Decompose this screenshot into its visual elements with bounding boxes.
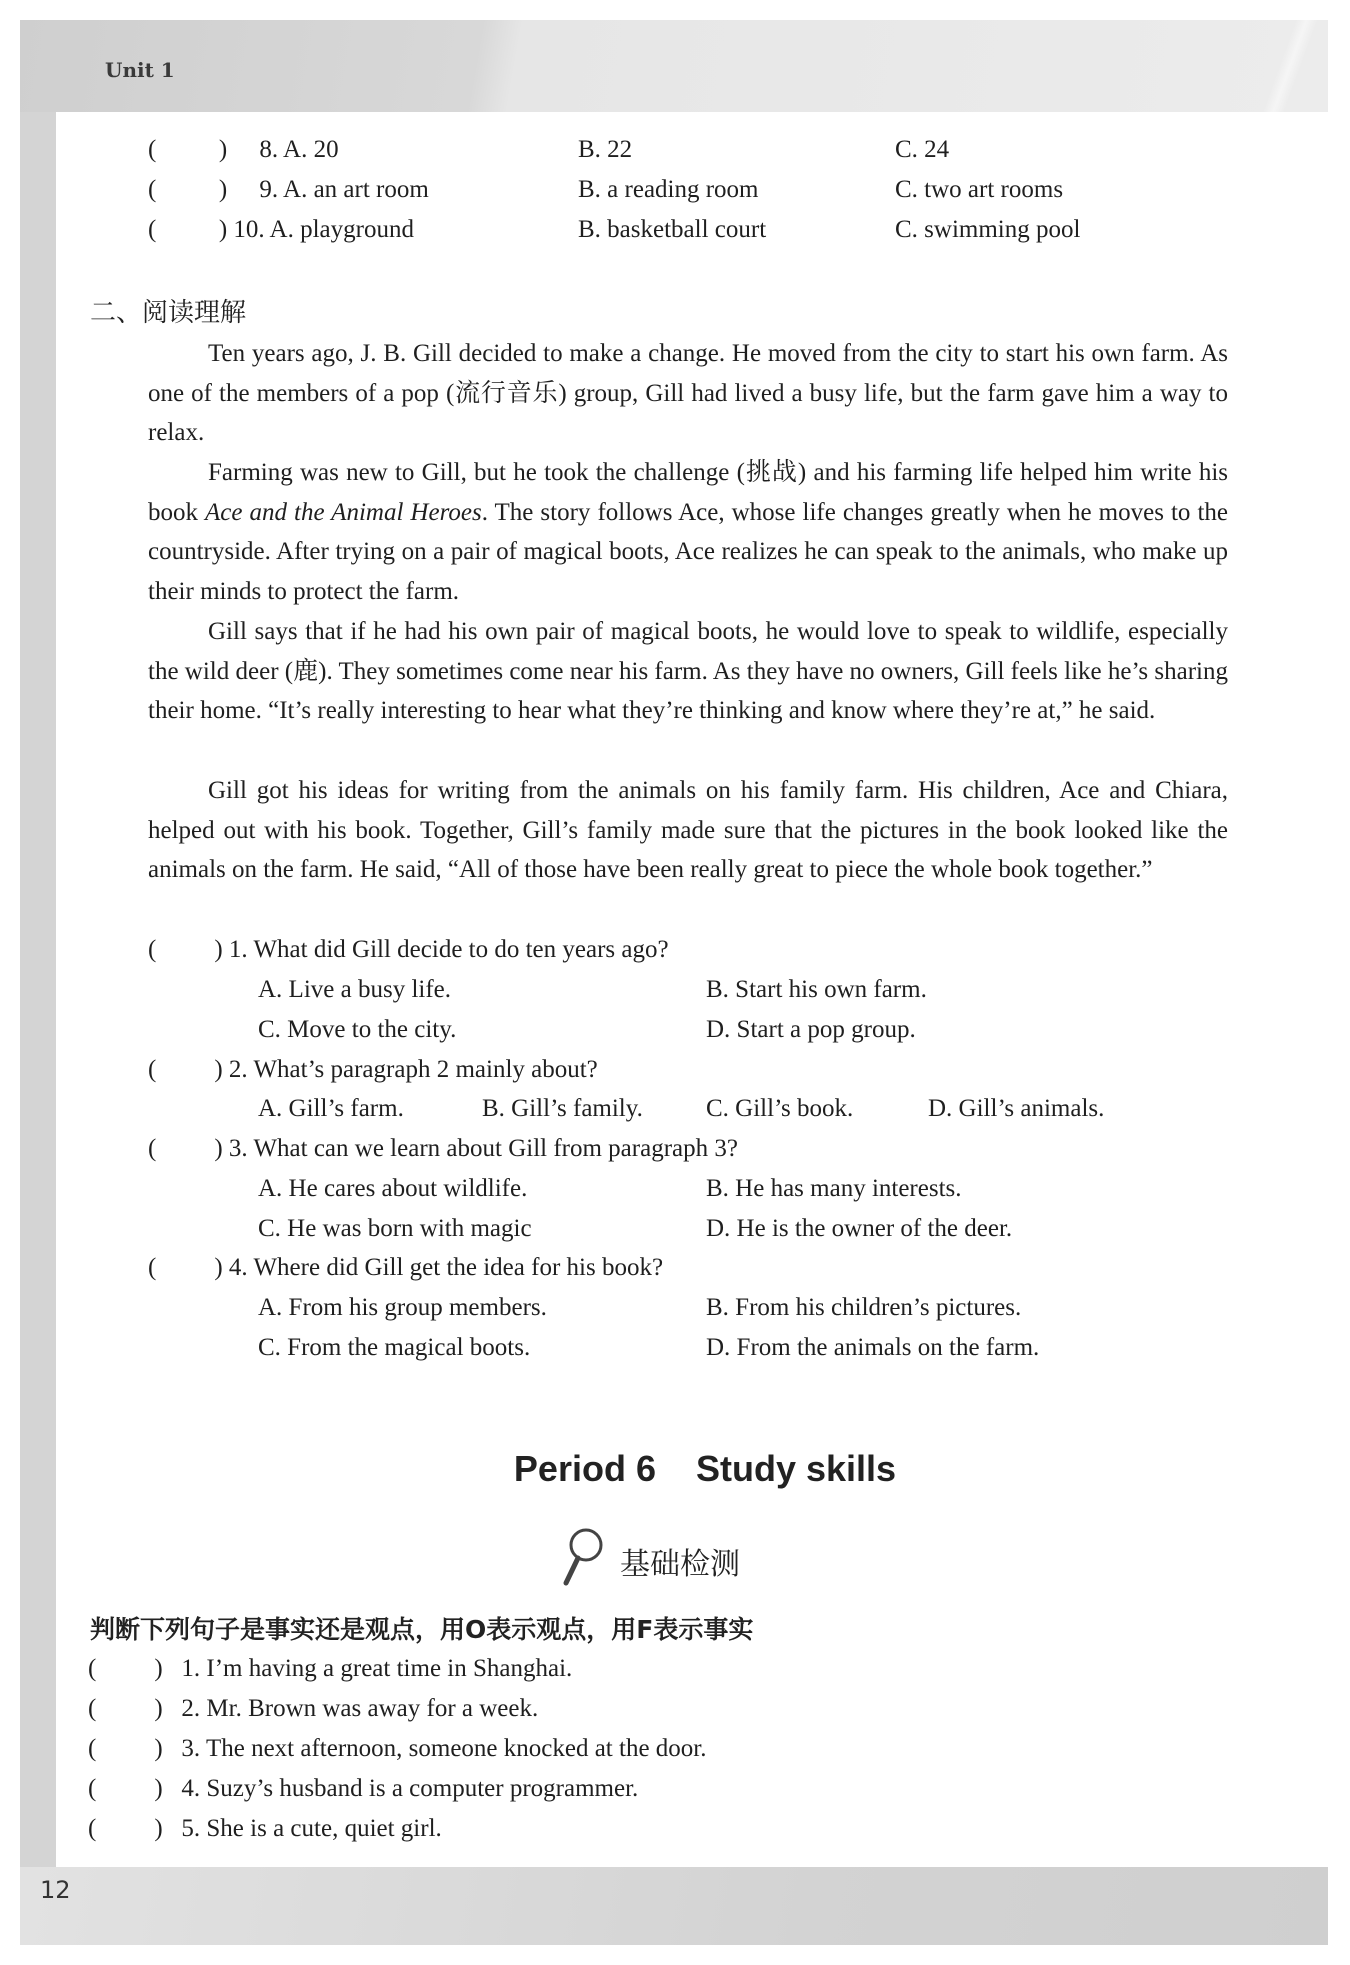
reading-paragraph-1: Ten years ago, J. B. Gill decided to make a change. He moved from the city to start his own farm. As one of the members of a pop (流行音乐) group, Gill had lived a busy life, but the farm gave him a way to relax. — [148, 340, 1228, 447]
page-number: 12 — [40, 1876, 71, 1904]
option: D. Start a pop group. — [706, 1016, 916, 1043]
answer-paren-open: ( — [148, 176, 157, 203]
option-a: A. playground — [269, 216, 414, 243]
answer-paren-open: ( — [148, 136, 157, 163]
listening-item-10 — [148, 217, 414, 242]
basic-check-label: 基础检测 — [620, 1547, 740, 1582]
header-band — [20, 20, 1328, 112]
left-margin-strip — [20, 112, 56, 1867]
fact-opinion-item-3: ( ) 3. The next afternoon, someone knocked at the door. — [88, 1735, 707, 1762]
fact-opinion-item-4: ( ) 4. Suzy’s husband is a computer programmer. — [88, 1775, 639, 1802]
footer-band — [20, 1867, 1328, 1945]
option: C. He was born with magic — [258, 1215, 532, 1242]
question-text: ) 1. What did Gill decide to do ten years ago? — [214, 936, 669, 963]
option: B. From his children’s pictures. — [706, 1294, 1022, 1321]
option: D. Gill’s animals. — [928, 1095, 1105, 1122]
question-text: ) 3. What can we learn about Gill from paragraph 3? — [214, 1135, 738, 1162]
option-b: B. basketball court — [578, 216, 767, 243]
option: A. From his group members. — [258, 1294, 547, 1321]
reading-paragraph-3: Gill says that if he had his own pair of magical boots, he would love to speak to wildlife, especially the wild deer (鹿). They sometimes come near his farm. As they have no owners, Gill feels like he’s sharing their home. “It’s really interesting to hear what they’re thinking and know where they’re at,” he said. — [148, 618, 1228, 725]
option-c: C. 24 — [895, 136, 950, 163]
question-text: ) 2. What’s paragraph 2 mainly about? — [214, 1056, 598, 1083]
option: B. He has many interests. — [706, 1175, 962, 1202]
option: D. He is the owner of the deer. — [706, 1215, 1013, 1242]
item-number: 10. — [233, 216, 265, 243]
listening-item-9 — [148, 177, 429, 202]
book-title: Ace and the Animal Heroes — [205, 498, 482, 526]
answer-paren-open: ( — [148, 216, 157, 243]
option-c: C. swimming pool — [895, 216, 1081, 243]
option: A. He cares about wildlife. — [258, 1175, 528, 1202]
option: B. Start his own farm. — [706, 976, 927, 1003]
option-a: A. 20 — [283, 136, 339, 163]
listening-item-8 — [148, 137, 339, 162]
reading-paragraph-4: Gill got his ideas for writing from the animals on his family farm. His children, Ace and Chiara, helped out with his book. Together, Gill’s family made sure that the pictures in the book looked like the animals on the farm. He said, “All of those have been really great to piece the whole book together.” — [148, 777, 1228, 884]
magnifier-icon — [560, 1525, 608, 1587]
reading-paragraph-2: Farming was new to Gill, but he took the challenge (挑战) and his farming life helped him write his book Ace and the Animal Heroes. The story follows Ace, whose life changes greatly when he moves to the countryside. After trying on a pair of magical boots, Ace realizes he can speak to the animals, who make up their minds to protect the farm. — [148, 459, 1228, 605]
item-number: 8. — [259, 136, 279, 163]
option-b: B. a reading room — [578, 176, 759, 203]
option-a: A. an art room — [283, 176, 429, 203]
option: C. From the magical boots. — [258, 1334, 531, 1361]
option: D. From the animals on the farm. — [706, 1334, 1040, 1361]
answer-paren-close: ) — [218, 216, 228, 243]
answer-paren-close: ) — [218, 136, 228, 163]
item-number: 9. — [259, 176, 279, 203]
option: A. Live a busy life. — [258, 976, 452, 1003]
option-b: B. 22 — [578, 136, 633, 163]
option: C. Move to the city. — [258, 1016, 457, 1043]
option: A. Gill’s farm. — [258, 1095, 404, 1122]
section-title-reading: 二、阅读理解 — [90, 298, 247, 328]
option-c: C. two art rooms — [895, 176, 1064, 203]
header-decoration — [1250, 20, 1330, 112]
option: B. Gill’s family. — [482, 1095, 643, 1122]
period-title: Period 6 Study skills — [513, 1448, 897, 1489]
option: C. Gill’s book. — [706, 1095, 854, 1122]
fact-opinion-item-1: ( ) 1. I’m having a great time in Shanghai. — [88, 1655, 573, 1682]
unit-label: Unit 1 — [105, 58, 175, 82]
question-text: ) 4. Where did Gill get the idea for his book? — [214, 1254, 664, 1281]
fact-opinion-item-5: ( ) 5. She is a cute, quiet girl. — [88, 1815, 442, 1842]
fact-opinion-item-2: ( ) 2. Mr. Brown was away for a week. — [88, 1695, 539, 1722]
instruction-text: 判断下列句子是事实还是观点，用O表示观点，用F表示事实 — [90, 1615, 754, 1644]
answer-paren-close: ) — [218, 176, 228, 203]
